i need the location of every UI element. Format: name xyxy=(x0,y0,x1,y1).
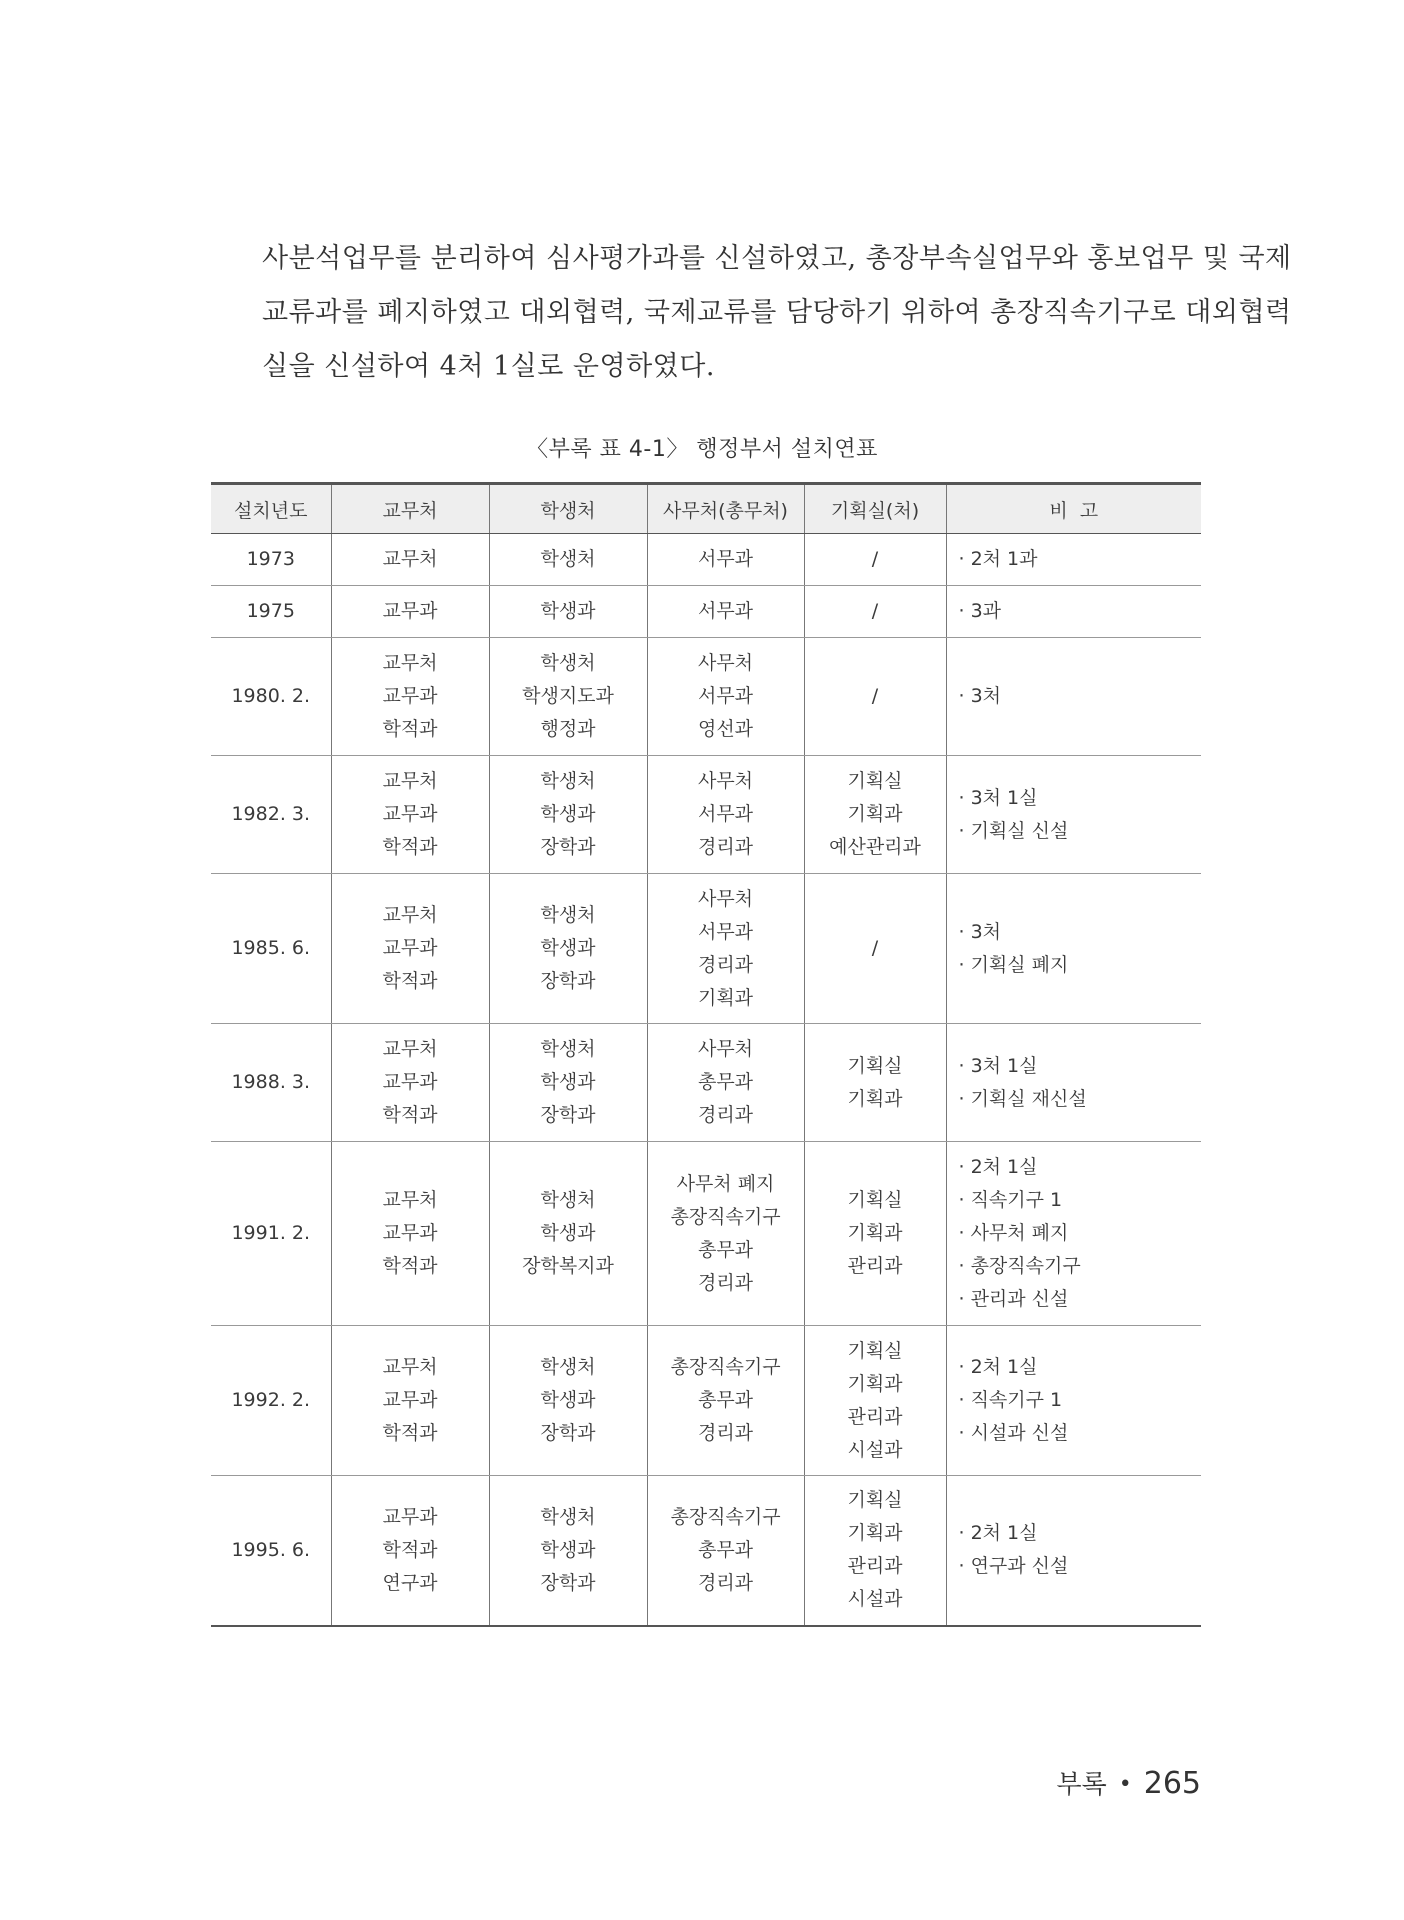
cell-line: · 2처 1실 xyxy=(958,1356,1038,1378)
cell-line: 총무과 xyxy=(697,1071,754,1093)
cell-year: 1973 xyxy=(211,534,331,586)
cell-line: 기획과 xyxy=(697,986,754,1009)
cell-line: 학적과 xyxy=(382,1255,438,1277)
header-planning-office: 기획실(처) xyxy=(804,484,946,534)
header-academic-affairs: 교무처 xyxy=(331,484,489,534)
table-row xyxy=(211,1476,1201,1626)
cell-line: 학생과 xyxy=(540,1222,596,1244)
table-row xyxy=(211,534,1201,586)
cell-line: · 기획실 폐지 xyxy=(958,953,1069,976)
cell-line: 학적과 xyxy=(382,1422,438,1444)
cell-line: 기획실 xyxy=(847,1489,903,1512)
cell-line: 총장직속기구 xyxy=(670,1505,781,1528)
cell-general-affairs xyxy=(647,638,804,756)
cell-line: 학적과 xyxy=(382,718,438,740)
cell-planning-office xyxy=(804,1326,946,1476)
cell-line: 교무과 xyxy=(382,1222,438,1244)
cell-student-affairs xyxy=(489,1326,647,1476)
cell-line: 교무과 xyxy=(382,803,438,825)
cell-academic-affairs xyxy=(331,1142,489,1326)
cell-line: 학생지도과 xyxy=(522,685,614,707)
cell-line: 학생처 xyxy=(540,1038,596,1060)
cell-line: 기획실 xyxy=(847,770,903,792)
cell-general-affairs xyxy=(647,1142,804,1326)
cell-line: 학생처 xyxy=(540,1505,596,1528)
cell-general-affairs xyxy=(647,756,804,874)
page-footer xyxy=(1057,1764,1201,1801)
table-header-row xyxy=(211,484,1201,534)
cell-line: 학생처 xyxy=(540,548,596,570)
cell-line: 교무처 xyxy=(382,548,438,570)
cell-line: 총장직속기구 xyxy=(670,1356,781,1378)
header-general-affairs: 사무처(총무처) xyxy=(647,484,804,534)
cell-line: 학생과 xyxy=(540,1538,596,1561)
cell-line: 학적과 xyxy=(382,836,438,858)
cell-line: · 3처 xyxy=(958,920,1002,943)
cell-line: 학생과 xyxy=(540,1071,596,1093)
cell-year: 1982. 3. xyxy=(211,756,331,874)
cell-line: 총장직속기구 xyxy=(670,1205,781,1228)
cell-line: 서무과 xyxy=(697,685,754,707)
cell-general-affairs xyxy=(647,1024,804,1142)
cell-line: 장학과 xyxy=(540,1422,596,1444)
cell-line: 학적과 xyxy=(382,1104,438,1126)
cell-line: 교무처 xyxy=(382,652,438,674)
cell-student-affairs xyxy=(489,874,647,1024)
cell-line: 서무과 xyxy=(697,920,754,943)
cell-line: 교무과 xyxy=(382,1389,438,1411)
table-row xyxy=(211,874,1201,1024)
cell-remarks xyxy=(946,874,1201,1024)
department-timeline-table xyxy=(211,482,1201,1627)
cell-planning-office xyxy=(804,1024,946,1142)
cell-line: 기획과 xyxy=(847,803,903,825)
cell-academic-affairs xyxy=(331,1024,489,1142)
cell-year: 1988. 3. xyxy=(211,1024,331,1142)
cell-line: · 3처 1실 xyxy=(958,1054,1038,1077)
cell-line: · 사무처 폐지 xyxy=(958,1222,1069,1244)
paragraph-line: 교류과를 폐지하였고 대외협력, 국제교류를 담당하기 위하여 총장직속기구로 대외협력 xyxy=(262,297,1292,328)
cell-line: · 기획실 신설 xyxy=(958,819,1069,842)
cell-line: · 2처 1과 xyxy=(958,548,1038,570)
cell-line: · 시설과 신설 xyxy=(958,1422,1069,1444)
cell-line: / xyxy=(871,600,879,622)
cell-academic-affairs xyxy=(331,874,489,1024)
cell-line: 기획실 xyxy=(847,1054,903,1077)
cell-student-affairs xyxy=(489,756,647,874)
cell-line: 학생처 xyxy=(540,652,596,674)
cell-academic-affairs xyxy=(331,756,489,874)
cell-line: 총무과 xyxy=(697,1538,754,1561)
cell-remarks xyxy=(946,586,1201,638)
cell-line: 교무처 xyxy=(382,1038,438,1060)
cell-line: 학적과 xyxy=(382,970,438,992)
cell-line: 교무과 xyxy=(382,685,438,707)
cell-line: 학생처 xyxy=(540,1189,596,1211)
cell-line: 사무처 xyxy=(697,1038,754,1060)
cell-remarks xyxy=(946,1024,1201,1142)
cell-general-affairs xyxy=(647,1326,804,1476)
cell-line: · 직속기구 1 xyxy=(958,1189,1063,1211)
cell-line: 장학과 xyxy=(540,836,596,858)
cell-planning-office xyxy=(804,1476,946,1626)
table-row xyxy=(211,586,1201,638)
cell-student-affairs xyxy=(489,1024,647,1142)
cell-remarks xyxy=(946,1142,1201,1326)
table-caption: 〈부록 표 4-1〉 행정부서 설치연표 xyxy=(526,437,878,462)
cell-line: 장학과 xyxy=(540,970,596,992)
cell-line: 교무처 xyxy=(382,904,438,926)
cell-planning-office xyxy=(804,534,946,586)
cell-line: 시설과 xyxy=(847,1588,903,1611)
cell-line: 학생처 xyxy=(540,904,596,926)
cell-year: 1991. 2. xyxy=(211,1142,331,1326)
cell-remarks xyxy=(946,1326,1201,1476)
cell-line: · 직속기구 1 xyxy=(958,1389,1063,1411)
cell-line: 교무과 xyxy=(382,1071,438,1093)
cell-line: 학생과 xyxy=(540,937,596,959)
cell-year: 1980. 2. xyxy=(211,638,331,756)
cell-line: 경리과 xyxy=(697,1422,754,1444)
page-number: 265 xyxy=(1143,1766,1201,1801)
cell-academic-affairs xyxy=(331,534,489,586)
cell-academic-affairs xyxy=(331,638,489,756)
cell-line: 학생과 xyxy=(540,1389,596,1411)
table-row xyxy=(211,1024,1201,1142)
cell-planning-office xyxy=(804,1142,946,1326)
paragraph-line: 실을 신설하여 4처 1실로 운영하였다. xyxy=(262,351,715,382)
cell-line: / xyxy=(871,685,879,707)
header-remarks: 비 고 xyxy=(946,484,1201,534)
footer-separator: • xyxy=(1118,1772,1132,1797)
cell-year: 1995. 6. xyxy=(211,1476,331,1626)
cell-general-affairs xyxy=(647,586,804,638)
table-row xyxy=(211,1326,1201,1476)
cell-line: 기획과 xyxy=(847,1372,903,1395)
table-body xyxy=(211,534,1201,1626)
cell-general-affairs xyxy=(647,534,804,586)
cell-student-affairs xyxy=(489,1142,647,1326)
cell-line: · 2처 1실 xyxy=(958,1522,1038,1545)
cell-line: · 총장직속기구 xyxy=(958,1255,1081,1277)
cell-line: 총무과 xyxy=(697,1238,754,1261)
cell-line: · 3처 1실 xyxy=(958,786,1038,809)
header-student-affairs: 학생처 xyxy=(489,484,647,534)
cell-line: 사무처 xyxy=(697,770,754,792)
cell-line: 장학과 xyxy=(540,1571,596,1594)
cell-line: 장학복지과 xyxy=(522,1255,614,1277)
cell-line: 교무처 xyxy=(382,1189,438,1211)
cell-line: 기획실 xyxy=(847,1339,903,1362)
cell-planning-office xyxy=(804,756,946,874)
header-year: 설치년도 xyxy=(211,484,331,534)
table-row xyxy=(211,638,1201,756)
cell-line: 학생과 xyxy=(540,600,596,622)
cell-line: 기획실 xyxy=(847,1189,903,1211)
cell-line: · 3처 xyxy=(958,685,1002,707)
cell-line: 교무과 xyxy=(382,1505,438,1528)
cell-line: 학생과 xyxy=(540,803,596,825)
cell-line: 시설과 xyxy=(847,1438,903,1461)
cell-line: 예산관리과 xyxy=(829,836,921,858)
cell-year: 1985. 6. xyxy=(211,874,331,1024)
cell-line: 경리과 xyxy=(697,953,754,976)
cell-line: 교무과 xyxy=(382,600,438,622)
cell-line: 학적과 xyxy=(382,1538,438,1561)
cell-planning-office xyxy=(804,638,946,756)
paragraph-line: 사분석업무를 분리하여 심사평가과를 신설하였고, 총장부속실업무와 홍보업무 및 국제 xyxy=(262,243,1292,274)
cell-planning-office xyxy=(804,586,946,638)
cell-line: / xyxy=(871,548,879,570)
cell-academic-affairs xyxy=(331,586,489,638)
cell-line: 관리과 xyxy=(847,1405,903,1428)
cell-line: 서무과 xyxy=(697,600,754,622)
cell-line: 기획과 xyxy=(847,1222,903,1244)
cell-academic-affairs xyxy=(331,1326,489,1476)
cell-line: 행정과 xyxy=(540,718,596,740)
cell-line: 사무처 폐지 xyxy=(676,1172,775,1195)
cell-line: 총무과 xyxy=(697,1389,754,1411)
cell-remarks xyxy=(946,756,1201,874)
cell-line: / xyxy=(871,937,879,959)
cell-remarks xyxy=(946,1476,1201,1626)
footer-section-label: 부록 xyxy=(1056,1770,1107,1800)
table-row xyxy=(211,756,1201,874)
cell-remarks xyxy=(946,638,1201,756)
cell-general-affairs xyxy=(647,874,804,1024)
cell-line: · 3과 xyxy=(958,600,1002,622)
cell-line: 교무처 xyxy=(382,1356,438,1378)
cell-year: 1975 xyxy=(211,586,331,638)
cell-student-affairs xyxy=(489,534,647,586)
cell-line: 학생처 xyxy=(540,1356,596,1378)
cell-remarks xyxy=(946,534,1201,586)
cell-line: · 관리과 신설 xyxy=(958,1288,1069,1310)
cell-line: 장학과 xyxy=(540,1104,596,1126)
cell-line: 관리과 xyxy=(847,1255,903,1277)
cell-line: 사무처 xyxy=(697,887,754,910)
cell-line: 영선과 xyxy=(697,718,754,740)
table-row xyxy=(211,1142,1201,1326)
cell-student-affairs xyxy=(489,638,647,756)
cell-line: 교무과 xyxy=(382,937,438,959)
cell-student-affairs xyxy=(489,1476,647,1626)
cell-line: 경리과 xyxy=(697,1104,754,1126)
body-paragraph xyxy=(262,232,1292,394)
cell-line: 연구과 xyxy=(382,1571,438,1594)
cell-line: 사무처 xyxy=(697,652,754,674)
cell-line: 학생처 xyxy=(540,770,596,792)
cell-line: 교무처 xyxy=(382,770,438,792)
cell-year: 1992. 2. xyxy=(211,1326,331,1476)
cell-line: 서무과 xyxy=(697,803,754,825)
cell-line: 서무과 xyxy=(697,548,754,570)
cell-line: 경리과 xyxy=(697,836,754,858)
cell-line: 기획과 xyxy=(847,1522,903,1545)
cell-line: 관리과 xyxy=(847,1555,903,1578)
cell-general-affairs xyxy=(647,1476,804,1626)
cell-line: · 연구과 신설 xyxy=(958,1555,1069,1578)
cell-planning-office xyxy=(804,874,946,1024)
cell-line: 경리과 xyxy=(697,1571,754,1594)
cell-academic-affairs xyxy=(331,1476,489,1626)
cell-student-affairs xyxy=(489,586,647,638)
cell-line: 경리과 xyxy=(697,1271,754,1294)
cell-line: 기획과 xyxy=(847,1087,903,1110)
cell-line: · 2처 1실 xyxy=(958,1156,1038,1178)
cell-line: · 기획실 재신설 xyxy=(958,1087,1087,1110)
